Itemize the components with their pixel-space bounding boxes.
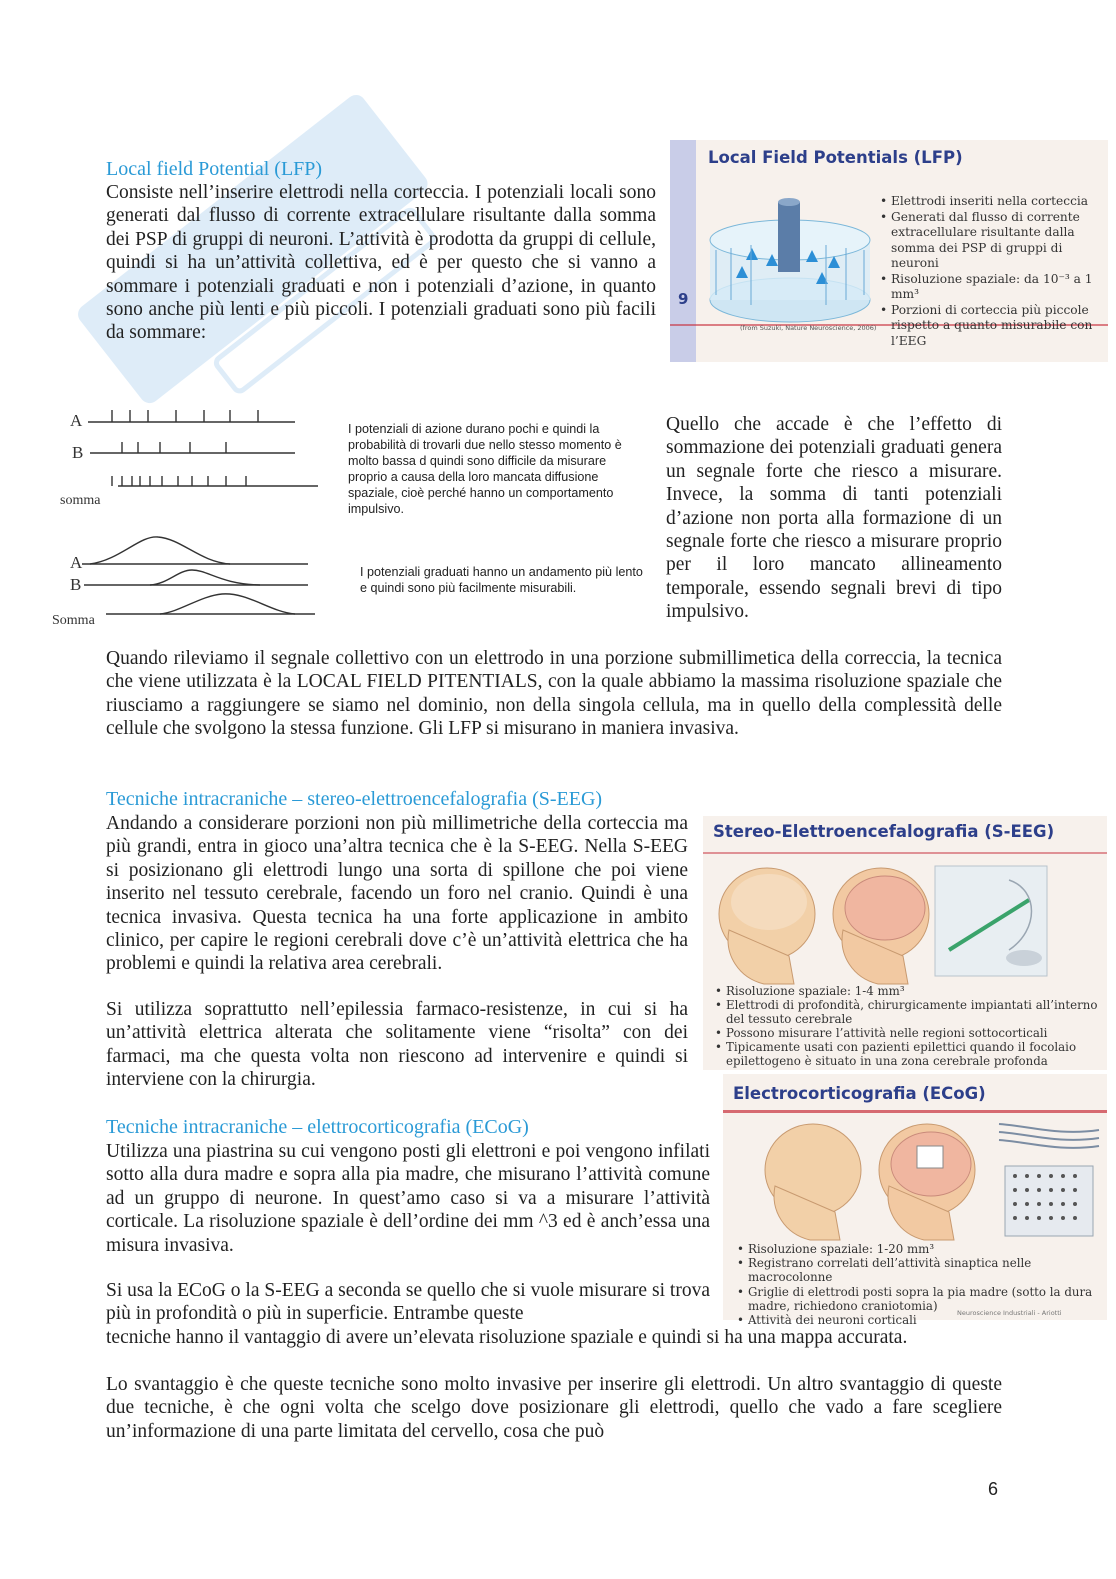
- lfp-outro-paragraph: Quando rileviamo il segnale collettivo con un elettrodo in una porzione submillimetica della correccia, la tecnica che viene utilizzata è la LOCAL FIELD PITENTIALS, con la quale abbiamo la massima risoluzione spaziale che riusciamo a raggiungere se siamo nel dominio, non della singola cellula, ma in quello della complessità delle cellule che svolgono la stessa funzione. Gli LFP si misurano in maniera invasiva.: [106, 648, 1002, 740]
- seeg-paragraph-2: Si utilizza soprattutto nell’epilessia farmaco-resistenze, in cui si ha un’attività elettrica alterata che solitamente viene “risolta” con dei farmaci, ma che questa volta non riescono ad intervenire e quindi si interviene con la chirurgia.: [106, 999, 688, 1091]
- slide-bullet: • Risoluzione spaziale: da 10⁻³ a 1 mm³: [880, 272, 1102, 303]
- lfp-slide-bullets: [880, 194, 1102, 349]
- slide-bullet: • Risoluzione spaziale: 1-4 mm³: [715, 984, 1101, 998]
- lfp-slide: [670, 140, 1108, 362]
- slide-bullet: • Tipicamente usati con pazienti epilettici quando il focolaio epilettogeno è situato in una zona cerebrale profonda: [715, 1040, 1101, 1068]
- slide-credit: (from Suzuki, Nature Neuroscience, 2006): [740, 324, 877, 332]
- sketch-label-somma2: Somma: [52, 613, 95, 628]
- section-heading-ecog: Tecniche intracraniche – elettrocorticografia (ECoG): [106, 1116, 529, 1138]
- slide-title: Stereo-Elettroencefalografia (S-EEG): [713, 822, 1055, 841]
- sketch-label-a2: A: [70, 553, 83, 572]
- lfp-electrode-illustration: [706, 200, 877, 332]
- slide-divider: [723, 1110, 1107, 1113]
- ecog-slide: [723, 1074, 1107, 1328]
- lfp-intro-paragraph: Consiste nell’inserire elettrodi nella corteccia. I potenziali locali sono generati dal flusso di corrente extracellulare risultante dalla somma dei PSP di gruppi di neuroni. L’attività è prodotta da gruppi di cellule, quindi si ha un’attività collettiva, ed è per questo che si vanno a sommare i potenziali graduati e non i potenziali d’azione, in quanto sono anche più lenti e più piccoli. I potenziali graduati sono più facili da sommare:: [106, 182, 656, 344]
- ecog-paragraph-2a: Si usa la ECoG o la S-EEG a seconda se quello che si vuole misurare si trova più in profondità o più in superficie. Entrambe queste: [106, 1280, 710, 1325]
- slide-bullet: • Generati dal flusso di corrente extracellulare risultante dalla somma dei PSP di gruppi di neuroni: [880, 210, 1102, 272]
- slide-bullet: • Elettrodi inseriti nella corteccia: [880, 194, 1102, 210]
- slide-divider: [703, 852, 1107, 854]
- slide-credit: Neuroscience Industriali - Ariotti: [957, 1309, 1062, 1317]
- slide-bullet: • Attività dei neuroni corticali: [737, 1313, 1105, 1327]
- seeg-slide: [703, 816, 1107, 1070]
- seeg-head-illustrations: [709, 860, 1105, 986]
- slide-number: 9: [678, 290, 689, 308]
- ecog-head-illustrations: [759, 1116, 1105, 1240]
- page-number: 6: [988, 1479, 999, 1499]
- slide-bullet: • Risoluzione spaziale: 1-20 mm³: [737, 1242, 1105, 1256]
- lfp-side-paragraph: Quello che accade è che l’effetto di sommazione dei potenziali graduati genera un segnale forte che riesco a misurare. Invece, la somma di tanti potenziali d’azione non porta alla formazione di un segnale forte che riesco a misurare proprio per il loro mancato allineamento temporale, essendo segnali brevi di tipo impulsivo.: [666, 414, 1002, 623]
- sketch-label-somma: somma: [60, 493, 101, 508]
- sketch-label-b2: B: [70, 575, 82, 594]
- slide-bullet: • Porzioni di corteccia più piccole rispetto a quanto misurabile con l’EEG: [880, 303, 1102, 350]
- ecog-paragraph-3: Lo svantaggio è che queste tecniche sono molto invasive per inserire gli elettrodi. Un altro svantaggio di queste due tecniche, è che ogni volta che scelgo dove posizionare gli elettrodi, quello che vado a fare scegliere un’informazione di una parte limitata del cervello, cosa che può: [106, 1374, 1002, 1442]
- seeg-paragraph-1: Andando a considerare porzioni non più millimetriche della corteccia ma più grandi, entra in gioco una’altra tecnica che è la S-EEG. Nella S-EEG si posizionano gli elettrodi lungo una sorta di spillone che poi viene inserito nel tessuto cerebrale, facendo un foro nel cranio. Quindi è una tecnica invasiva. Questa tecnica ha una forte applicazione in ambito clinico, per capire le regioni cerebrali dove c’è un’attività elettrica che ha problemi e quindi la relativa area cerebrali.: [106, 813, 688, 975]
- sketch-label-a: A: [70, 411, 83, 430]
- slide-title: Electrocorticografia (ECoG): [733, 1084, 986, 1103]
- slide-bullet: • Elettrodi di profondità, chirurgicamente impiantati all’interno del tessuto cerebrale: [715, 998, 1101, 1026]
- ecog-paragraph-2b: tecniche hanno il vantaggio di avere un’elevata risoluzione spaziale e quindi si ha una mappa accurata.: [106, 1327, 908, 1348]
- slide-title: Local Field Potentials (LFP): [708, 148, 963, 167]
- section-heading-seeg: Tecniche intracraniche – stereo-elettroencefalografia (S-EEG): [106, 788, 603, 810]
- seeg-slide-bullets: [715, 984, 1101, 1068]
- sketch-label-b: B: [72, 443, 84, 462]
- ecog-paragraph-1: Utilizza una piastrina su cui vengono posti gli elettroni e poi vengono infilati sotto alla dura madre e sopra alla pia madre, che misurano l’attività comune ad un gruppo di neurone. In quest’amo caso si va a misurare l’attività corticale. La risoluzione spaziale è dell’ordine dei mm ^3 ed è anch’essa una misura invasiva.: [106, 1141, 710, 1256]
- note-graded-potentials: I potenziali graduati hanno un andamento più lento e quindi sono più facilmente misurabili.: [360, 565, 643, 595]
- slide-bullet: • Registrano correlati dell’attività sinaptica nelle macrocolonne: [737, 1256, 1105, 1284]
- potential-sum-sketch: [50, 400, 330, 632]
- section-heading-lfp: Local field Potential (LFP): [106, 158, 323, 180]
- note-action-potentials: I potenziali di azione durano pochi e quindi la probabilità di trovarli due nello stesso momento è molto bassa d quindi sono difficile da misurare proprio a causa della loro mancata diffusione spaziale, cioè perché hanno un comportamento impulsivo.: [348, 422, 622, 516]
- slide-side-bar: [670, 140, 696, 362]
- slide-bullet: • Possono misurare l’attività nelle regioni sottocorticali: [715, 1026, 1101, 1040]
- slide-bullet: • Griglie di elettrodi posti sopra la pia madre (sotto la dura madre, richiedono craniotomia): [737, 1285, 1105, 1313]
